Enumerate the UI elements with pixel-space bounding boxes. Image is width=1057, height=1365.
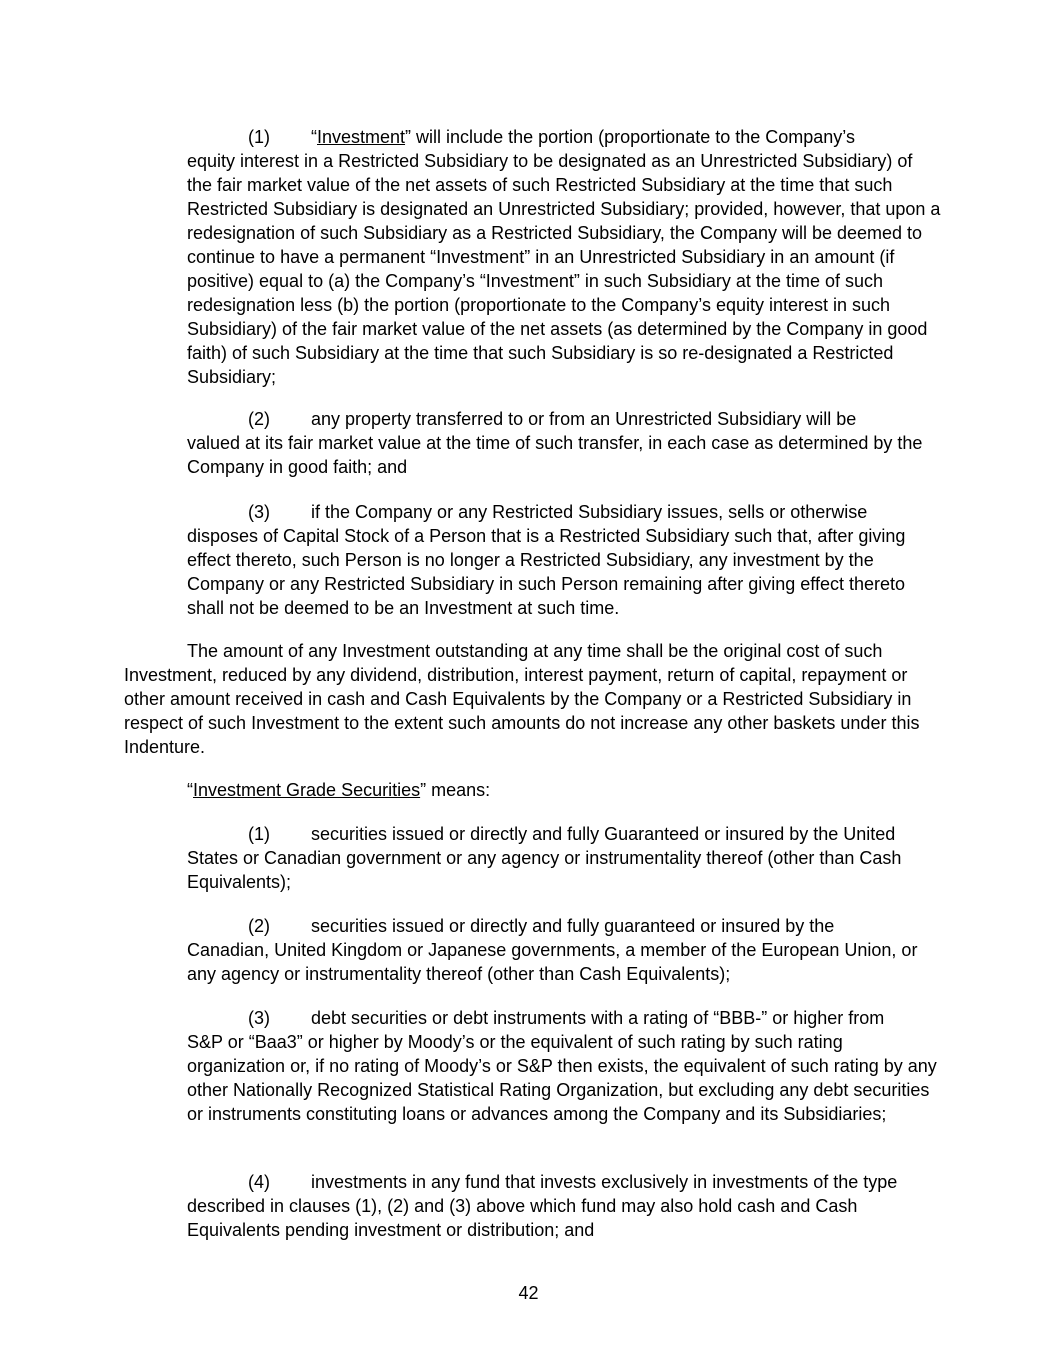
- clause-text: disposes of Capital Stock of a Person that is a Restricted Subsidiary such that, after giving effect thereto, such Person is no longer a Restricted Subsidiary, any investment by the Company or any Restricted Subsidiary in such Person remaining after giving effect thereto shall not be deemed to be an Investment at such time.: [187, 526, 906, 618]
- igs-clause-3: (3) debt securities or debt instruments with a rating of “BBB-” or higher from S&P or “Baa3” or higher by Moody’s or the equivalent of such rating by such rating organization or, if no rating of Moody’s or S&P then exists, the equivalent of such rating by any other Nationally Recognized Statistical Rating Organization, but excluding any debt securities or instruments constituting loans or advances among the Company and its Subsidiaries;: [187, 1008, 937, 1124]
- clause-number: (3): [248, 1008, 270, 1028]
- defined-term-investment-grade-securities: Investment Grade Securities: [193, 780, 421, 800]
- paragraph-text: Investment, reduced by any dividend, distribution, interest payment, return of capital, repayment or other amount received in cash and Cash Equivalents by the Company or a Restricted Subsidiary in respect of such Investment to the extent such amounts do not increase any other baskets under this Indenture.: [124, 665, 920, 757]
- clause-text: S&P or “Baa3” or higher by Moody’s or the equivalent of such rating by such rating organization or, if no rating of Moody’s or S&P then exists, the equivalent of such rating by any other Nationally Recognized Statistical Rating Organization, but excluding any debt securities or instruments constituting loans or advances among the Company and its Subsidiaries;: [187, 1032, 937, 1124]
- igs-clause-4: (4) investments in any fund that invests exclusively in investments of the type described in clauses (1), (2) and (3) above which fund may also hold cash and Cash Equivalents pending investment or distribution; and: [187, 1172, 898, 1240]
- clause-text: valued at its fair market value at the time of such transfer, in each case as determined by the Company in good faith; and: [187, 433, 923, 477]
- clause-text: States or Canadian government or any agency or instrumentality thereof (other than Cash Equivalents);: [187, 848, 902, 892]
- clause-number: (1): [248, 127, 270, 147]
- igs-clause-2: (2) securities issued or directly and fully guaranteed or insured by the Canadian, United Kingdom or Japanese governments, a member of the European Union, or any agency or instrumentality thereof (other than Cash Equivalents);: [187, 916, 918, 984]
- clause-number: (3): [248, 502, 270, 522]
- clause-text: described in clauses (1), (2) and (3) above which fund may also hold cash and Cash Equivalents pending investment or distribution; and: [187, 1196, 858, 1240]
- definition-investment-grade-securities: “Investment Grade Securities” means:: [187, 780, 491, 800]
- clause-number: (2): [248, 409, 270, 429]
- clause-number: (1): [248, 824, 270, 844]
- clause-text: equity interest in a Restricted Subsidiary to be designated as an Unrestricted Subsidiary) of the fair market value of the net assets of such Restricted Subsidiary at the time that such Restricted Subsidiary is designated an Unrestricted Subsidiary; provided, however, that upon a redesignation of such Subsidiary as a Restricted Subsidiary, the Company will be deemed to continue to have a permanent “Investment” in an Unrestricted Subsidiary in an amount (if positive) equal to (a) the Company’s “Investment” in such Subsidiary at the time of such redesignation less (b) the portion (proportionate to the Company’s equity interest in such Subsidiary) of the fair market value of the net assets (as determined by the Company in good faith) of such Subsidiary at the time that such Subsidiary is so re-designated a Restricted Subsidiary;: [187, 151, 941, 387]
- defined-term-investment: Investment: [317, 127, 406, 147]
- igs-clause-1: (1) securities issued or directly and fully Guaranteed or insured by the United States or Canadian government or any agency or instrumentality thereof (other than Cash Equivalents);: [187, 824, 902, 892]
- investment-clause-2: (2) any property transferred to or from an Unrestricted Subsidiary will be valued at its fair market value at the time of such transfer, in each case as determined by the Company in good faith; and: [187, 409, 923, 477]
- investment-amount-paragraph: The amount of any Investment outstanding at any time shall be the original cost of such Investment, reduced by any dividend, distribution, interest payment, return of capital, repayment or other amount received in cash and Cash Equivalents by the Company or a Restricted Subsidiary in respect of such Investment to the extent such amounts do not increase any other baskets under this Indenture.: [124, 641, 920, 757]
- page-number: 42: [518, 1283, 539, 1303]
- clause-text: Canadian, United Kingdom or Japanese governments, a member of the European Union, or any agency or instrumentality thereof (other than Cash Equivalents);: [187, 940, 918, 984]
- investment-clause-3: (3) if the Company or any Restricted Subsidiary issues, sells or otherwise disposes of Capital Stock of a Person that is a Restricted Subsidiary such that, after giving effect thereto, such Person is no longer a Restricted Subsidiary, any investment by the Company or any Restricted Subsidiary in such Person remaining after giving effect thereto shall not be deemed to be an Investment at such time.: [187, 502, 906, 618]
- clause-number: (2): [248, 916, 270, 936]
- clause-number: (4): [248, 1172, 270, 1192]
- investment-clause-1: (1) “Investment” will include the portion (proportionate to the Company’s equity interest in a Restricted Subsidiary to be designated as an Unrestricted Subsidiary) of the fair market value of the net assets of such Restricted Subsidiary at the time that such Restricted Subsidiary is designated an Unrestricted Subsidiary; provided, however, that upon a redesignation of such Subsidiary as a Restricted Subsidiary, the Company will be deemed to continue to have a permanent “Investment” in an Unrestricted Subsidiary in an amount (if positive) equal to (a) the Company’s “Investment” in such Subsidiary at the time of such redesignation less (b) the portion (proportionate to the Company’s equity interest in such Subsidiary) of the fair market value of the net assets (as determined by the Company in good faith) of such Subsidiary at the time that such Subsidiary is so re-designated a Restricted Subsidiary;: [187, 127, 941, 387]
